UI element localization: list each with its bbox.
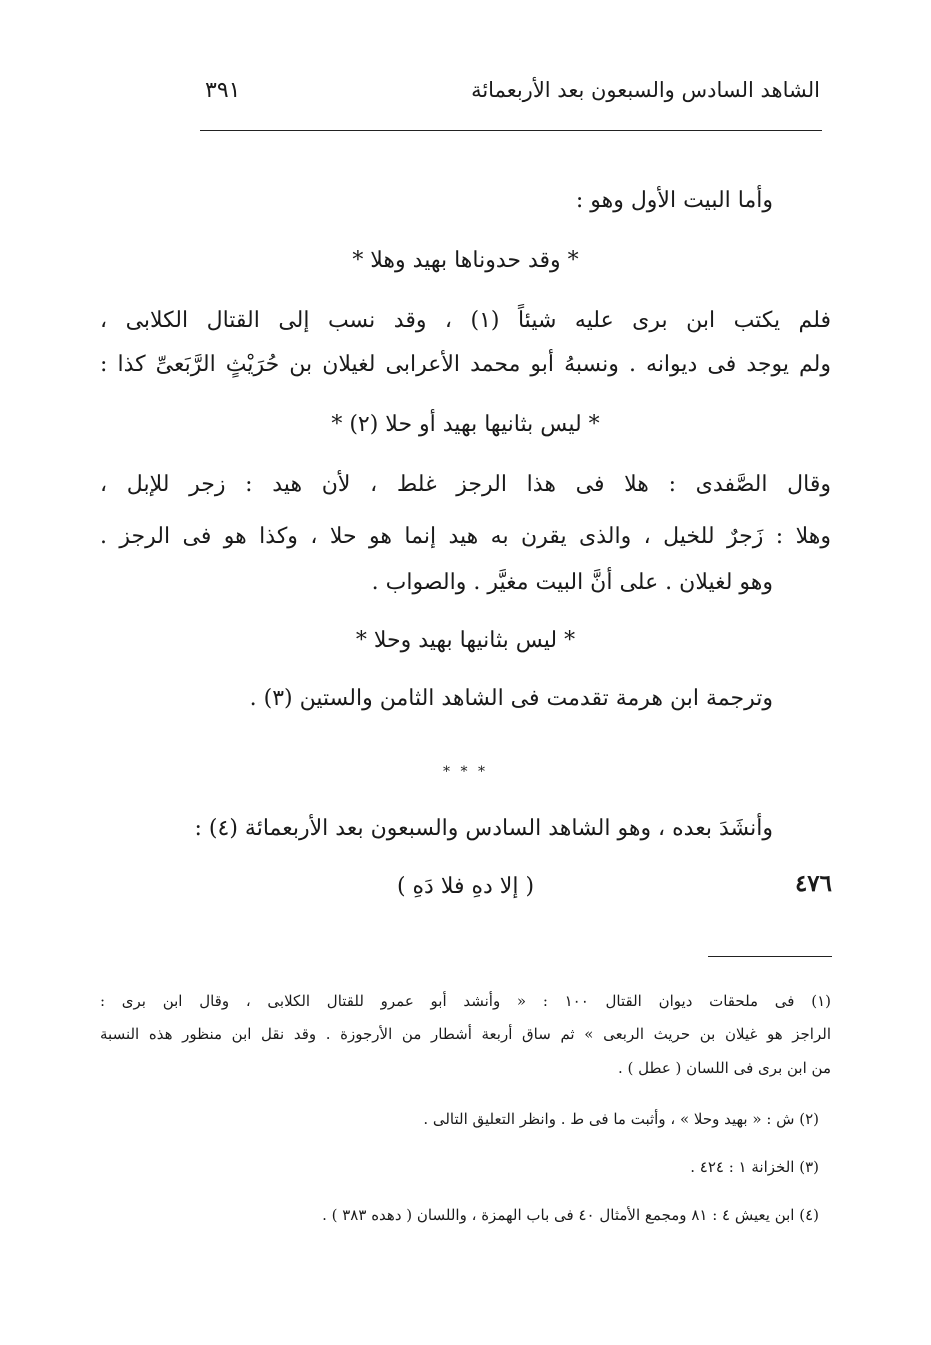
body-line-8: وأنشَدَ بعده ، وهو الشاهد السادس والسبعون بعد الأربعمائة (٤) : <box>194 816 773 841</box>
running-header <box>205 78 820 122</box>
footnote-4: (٤) ابن يعيش ٤ : ٨١ ومجمع الأمثال ٤٠ فى باب الهمزة ، واللسان ( دهده ٣٨٣ ) . <box>322 1206 819 1224</box>
header-rule <box>200 130 822 131</box>
entry-number: ٤٧٦ <box>794 870 832 897</box>
footnote-1-line-1: (١) فى ملحقات ديوان القتال ١٠٠ : « وأنشد أبو عمرو للقتال الكلابى ، وقال ابن برى : <box>100 992 831 1010</box>
body-line-5: وهلا : زَجرٌ للخيل ، والذى يقرن به هيد إنما هو حلا ، وكذا هو فى الرجز . <box>100 524 831 549</box>
footnote-3: (٣) الخزانة ١ : ٤٢٤ . <box>690 1158 819 1176</box>
verse-2: * ليس بثانيها بهيد أو حلا (٢) * <box>331 412 600 437</box>
body-line-3: ولم يوجد فى ديوانه . ونسبهُ أبو محمد الأعرابى لغيلان بن حُرَيْثٍ الرَّبَعىِّ كذا : <box>100 352 831 377</box>
body-line-1: وأما البيت الأول وهو : <box>575 188 773 213</box>
body-line-4: وقال الصَّفدى : هلا فى هذا الرجز غلط ، لأن هيد : زجر للإبل ، <box>100 472 831 497</box>
footnote-1-line-3: من ابن برى فى اللسان ( عطل ) . <box>618 1059 831 1077</box>
body-line-2: فلم يكتب ابن برى عليه شيئاً (١) ، وقد نسب إلى القتال الكلابى ، <box>100 308 831 333</box>
verse-3: * ليس بثانيها بهيد وحلا * <box>355 628 576 653</box>
verse-4: ( إلا دهِ فلا دَهِ ) <box>396 874 535 899</box>
section-separator: * * * <box>443 764 488 780</box>
page-number: ٣٩١ <box>205 78 241 103</box>
running-title: الشاهد السادس والسبعون بعد الأربعمائة <box>471 78 820 102</box>
verse-1: * وقد حدوناها بهيد وهلا * <box>352 248 579 273</box>
footnote-2: (٢) ش : « بهيد وحلا » ، وأثبت ما فى ط . وانظر التعليق التالى . <box>423 1110 819 1128</box>
footnote-rule <box>708 956 832 957</box>
body-line-7: وترجمة ابن هرمة تقدمت فى الشاهد الثامن والستين (٣) . <box>249 686 773 711</box>
body-line-6: وهو لغيلان . على أنَّ البيت مغيَّر . والصواب . <box>371 570 773 595</box>
footnote-1-line-2: الراجز هو غيلان بن حريث الربعى » ثم ساق أربعة أشطار من الأرجوزة . وقد نقل ابن منظور هذه النسبة <box>100 1025 831 1043</box>
